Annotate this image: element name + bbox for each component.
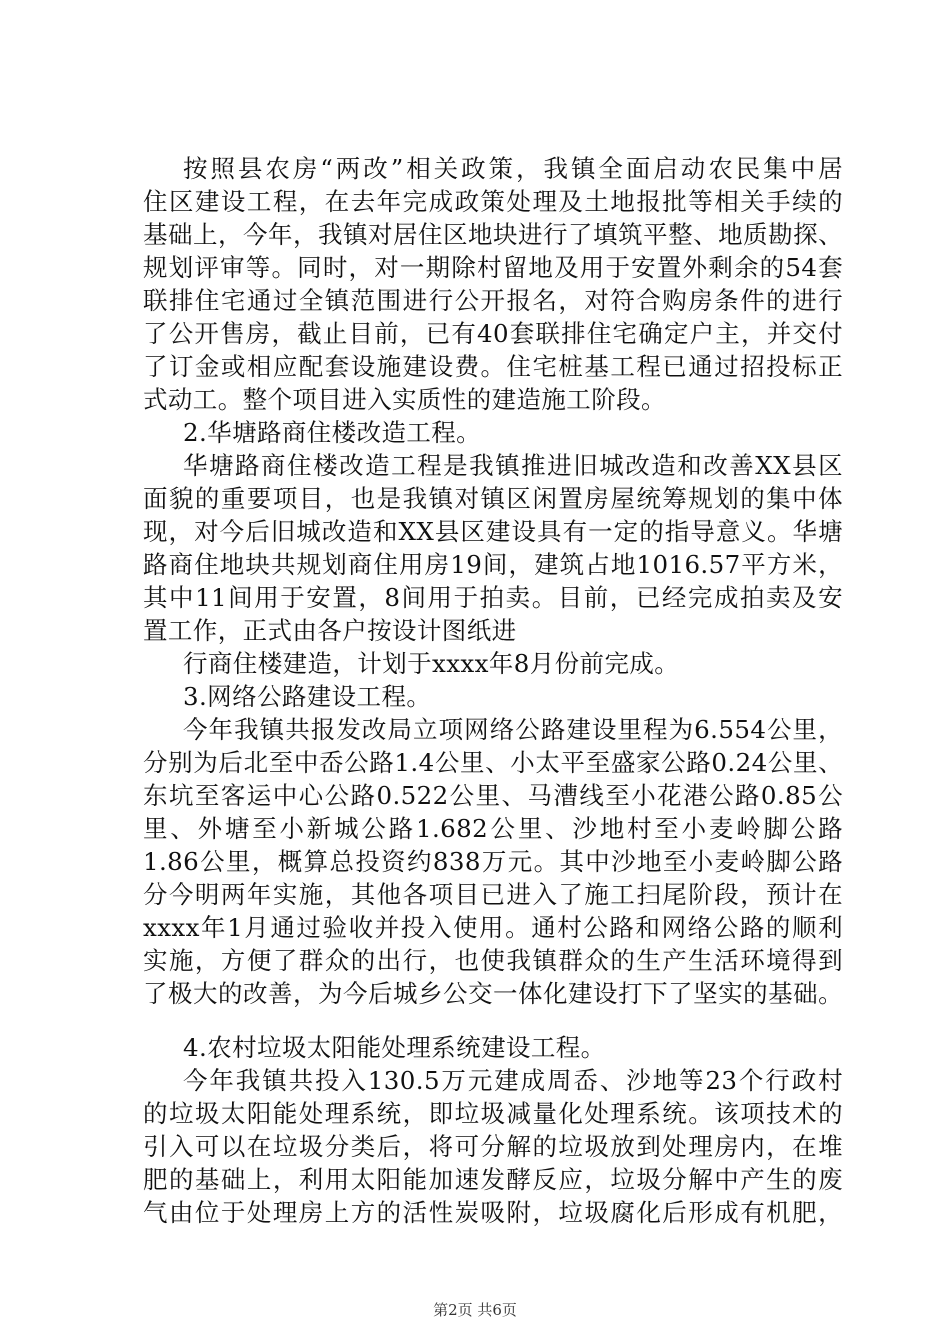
paragraph-line: 今年我镇共投入130.5万元建成周岙、沙地等23个行政村 — [183, 1066, 843, 1095]
paragraph-line: 实施，方便了群众的出行，也使我镇群众的生产生活环境得到 — [143, 946, 843, 975]
paragraph-gap — [143, 1010, 843, 1031]
paragraph-line: 了极大的改善，为今后城乡公交一体化建设打下了坚实的基础。 — [143, 979, 843, 1008]
paragraph-line: 规划评审等。同时，对一期除村留地及用于安置外剩余的54套 — [143, 253, 843, 282]
paragraph-line: 路商住地块共规划商住用房19间，建筑占地1016.57平方米， — [143, 550, 843, 579]
paragraph-line: 分今明两年实施，其他各项目已进入了施工扫尾阶段，预计在 — [143, 880, 843, 909]
paragraph-line: 置工作，正式由各户按设计图纸进 — [143, 616, 517, 645]
section-heading: 4.农村垃圾太阳能处理系统建设工程。 — [183, 1033, 606, 1062]
paragraph-line: 现，对今后旧城改造和XX县区建设具有一定的指导意义。华塘 — [143, 517, 843, 546]
paragraph-line: 联排住宅通过全镇范围进行公开报名，对符合购房条件的进行 — [143, 286, 843, 315]
paragraph-line: 今年我镇共报发改局立项网络公路建设里程为6.554公里， — [183, 715, 843, 744]
paragraph-line: 面貌的重要项目，也是我镇对镇区闲置房屋统筹规划的集中体 — [143, 484, 843, 513]
paragraph-line: 住区建设工程，在去年完成政策处理及土地报批等相关手续的 — [143, 187, 843, 216]
paragraph-line: 其中11间用于安置，8间用于拍卖。目前，已经完成拍卖及安 — [143, 583, 843, 612]
paragraph-line: 的垃圾太阳能处理系统，即垃圾减量化处理系统。该项技术的 — [143, 1099, 843, 1128]
section-heading: 3.网络公路建设工程。 — [183, 682, 432, 711]
paragraph-line: 1.86公里，概算总投资约838万元。其中沙地至小麦岭脚公路 — [143, 847, 843, 876]
paragraph-line: 基础上，今年，我镇对居住区地块进行了填筑平整、地质勘探、 — [143, 220, 843, 249]
paragraph-line: 东坑至客运中心公路0.522公里、马漕线至小花港公路0.85公 — [143, 781, 843, 810]
paragraph-line: 分别为后北至中岙公路1.4公里、小太平至盛家公路0.24公里、 — [143, 748, 843, 777]
paragraph-line: 肥的基础上，利用太阳能加速发酵反应，垃圾分解中产生的废 — [143, 1165, 843, 1194]
document-body — [143, 152, 843, 1229]
section-heading: 2.华塘路商住楼改造工程。 — [183, 418, 482, 447]
page-footer: 第2页 共6页 — [433, 1301, 517, 1319]
paragraph-line: 里、外塘至小新城公路1.682公里、沙地村至小麦岭脚公路 — [143, 814, 843, 843]
paragraph-line: 气由位于处理房上方的活性炭吸附，垃圾腐化后形成有机肥， — [143, 1198, 843, 1227]
paragraph-line: 引入可以在垃圾分类后，将可分解的垃圾放到处理房内，在堆 — [143, 1132, 843, 1161]
paragraph-line: 式动工。整个项目进入实质性的建造施工阶段。 — [143, 385, 666, 414]
paragraph-line: xxxx年1月通过验收并投入使用。通村公路和网络公路的顺利 — [143, 913, 843, 942]
paragraph-line: 了订金或相应配套设施建设费。住宅桩基工程已通过招投标正 — [143, 352, 843, 381]
paragraph-line: 了公开售房，截止目前，已有40套联排住宅确定户主，并交付 — [143, 319, 843, 348]
paragraph-line: 华塘路商住楼改造工程是我镇推进旧城改造和改善XX县区 — [183, 451, 843, 480]
paragraph-line: 按照县农房“两改”相关政策，我镇全面启动农民集中居 — [183, 154, 843, 183]
paragraph-line: 行商住楼建造，计划于xxxx年8月份前完成。 — [183, 649, 680, 678]
